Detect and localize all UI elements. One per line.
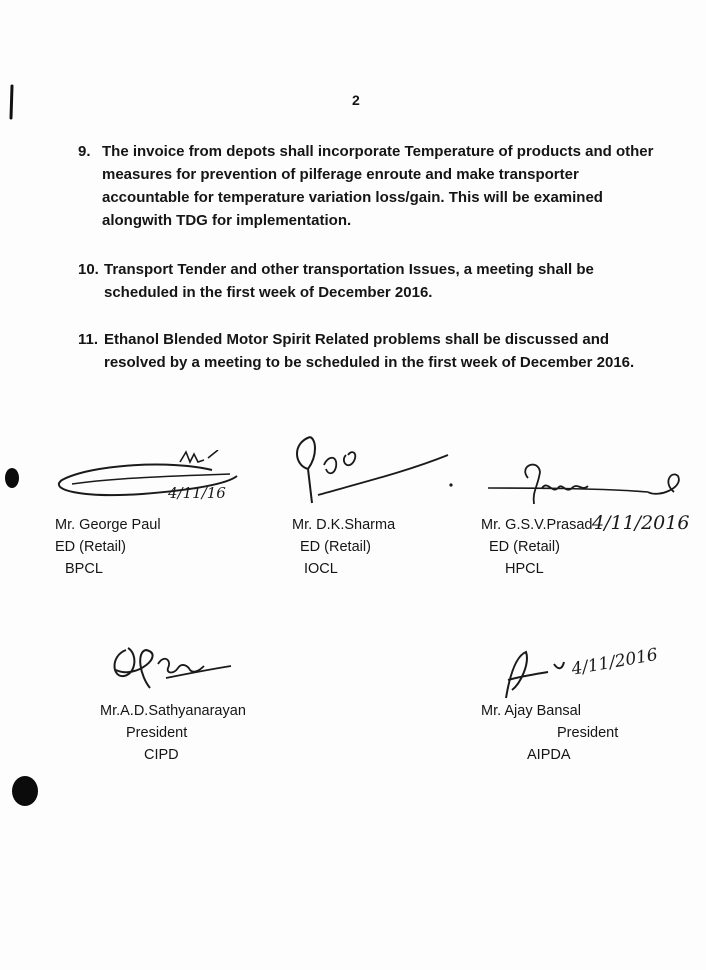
- signatory-name: Mr. George Paul: [55, 517, 161, 533]
- signatory-george-paul: [55, 514, 161, 580]
- signatory-org: BPCL: [65, 561, 103, 577]
- signatory-gsv-prasad: [481, 514, 592, 580]
- signatory-org: HPCL: [505, 561, 544, 577]
- handwritten-date-gsv-prasad: 4/11/2016: [592, 512, 690, 534]
- signature-ad-sathyanarayan: [106, 630, 241, 694]
- signatory-dk-sharma: [292, 514, 395, 580]
- signatory-org: AIPDA: [527, 747, 571, 763]
- item-number: 9.: [78, 143, 91, 160]
- signatory-org: IOCL: [304, 561, 338, 577]
- signature-dk-sharma: [288, 425, 458, 515]
- handwritten-date-george-paul: 4/11/16: [168, 484, 226, 502]
- item-text: The invoice from depots shall incorporate Temperature of products and other measures for prevention of pilferage enroute and make transporter accountable for temperature variation loss/gain. This will be examined alongwith TDG for implementation.: [102, 143, 654, 229]
- signatory-name: Mr. Ajay Bansal: [481, 703, 581, 719]
- signatory-title: ED (Retail): [300, 539, 371, 555]
- signatory-title: ED (Retail): [489, 539, 560, 555]
- signatory-title: President: [557, 725, 619, 741]
- hole-punch-dot-lower: [10, 774, 40, 808]
- signatory-title: ED (Retail): [55, 539, 126, 555]
- agenda-item-9: [78, 140, 668, 232]
- signatory-name: Mr. D.K.Sharma: [292, 517, 396, 533]
- item-number: 10.: [78, 261, 99, 278]
- signatory-name: Mr.A.D.Sathyanarayan: [100, 703, 246, 719]
- page-number: 2: [352, 92, 360, 108]
- hole-punch-dot-upper: [4, 466, 20, 490]
- signatory-name: Mr. G.S.V.Prasad: [481, 517, 593, 533]
- agenda-item-11: [78, 328, 668, 374]
- signatory-ad-sathyanarayan: [100, 700, 246, 766]
- signatory-org: CIPD: [144, 747, 179, 763]
- item-text: Transport Tender and other transportation Issues, a meeting shall be scheduled in the first week of December 2016.: [104, 261, 594, 301]
- margin-mark-top: [6, 84, 18, 120]
- signatory-ajay-bansal: [481, 700, 618, 766]
- signatory-title: President: [126, 725, 188, 741]
- item-text: Ethanol Blended Motor Spirit Related problems shall be discussed and resolved by a meeting to be scheduled in the first week of December 2016.: [104, 331, 635, 371]
- item-number: 11.: [78, 331, 99, 348]
- handwritten-date-ajay-bansal: 4/11/2016: [570, 644, 660, 680]
- agenda-item-10: [78, 258, 668, 304]
